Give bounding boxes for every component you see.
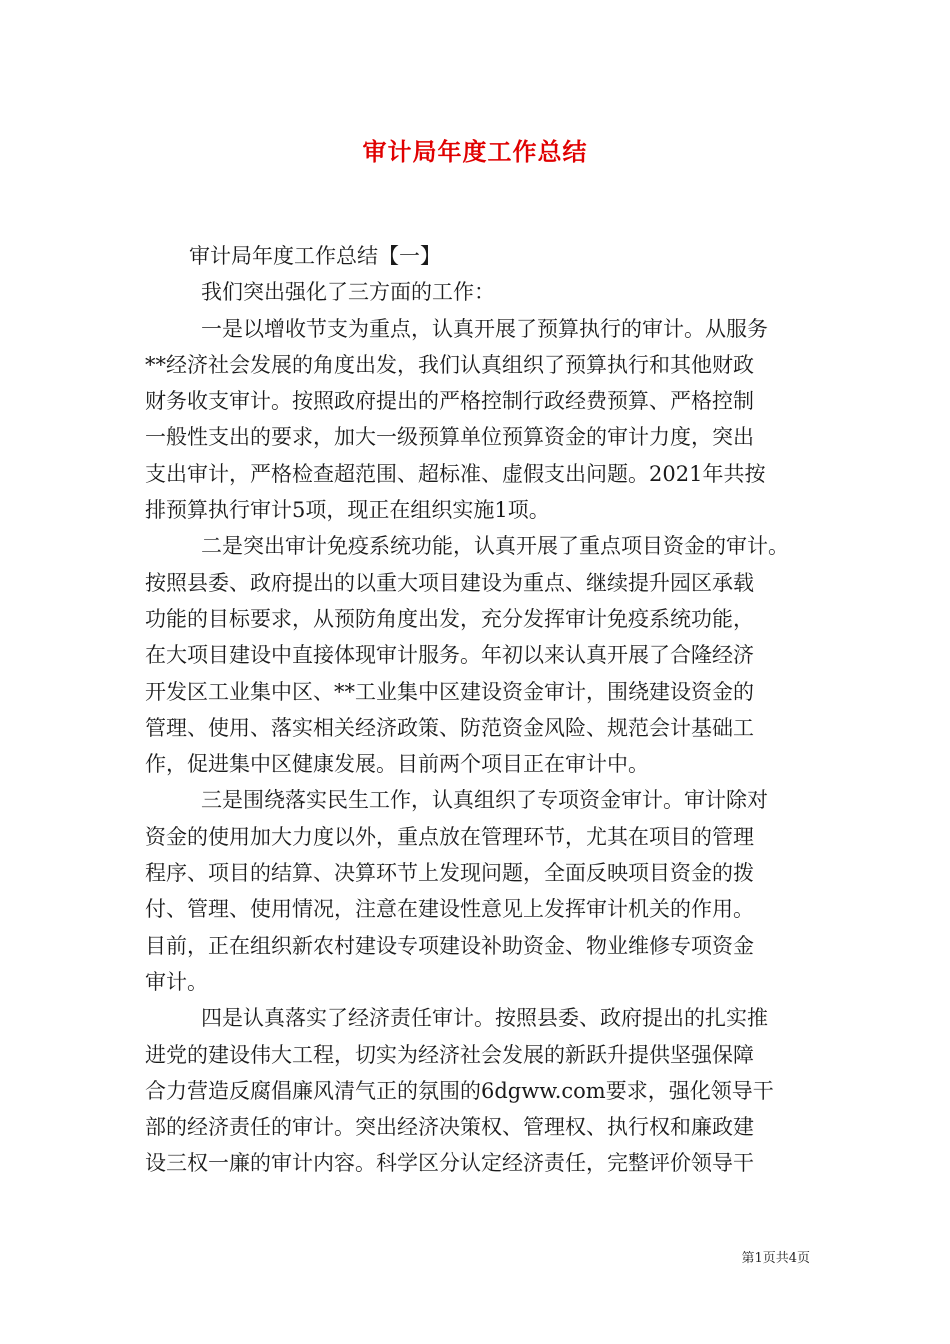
text-line: 三是围绕落实民生工作，认真组织了专项资金审计。审计除对 bbox=[201, 788, 768, 813]
text-line: 部的经济责任的审计。突出经济决策权、管理权、执行权和廉政建 bbox=[145, 1115, 754, 1140]
text-line: 排预算执行审计5项，现正在组织实施1项。 bbox=[145, 498, 550, 523]
text-line: 审计。 bbox=[145, 969, 208, 994]
text-line: 一般性支出的要求，加大一级预算单位预算资金的审计力度，突出 bbox=[145, 425, 754, 450]
text-line: 功能的目标要求，从预防角度出发，充分发挥审计免疫系统功能， bbox=[145, 606, 754, 631]
section-heading: 审计局年度工作总结【一】 bbox=[189, 244, 441, 268]
text-line: 支出审计，严格检查超范围、超标准、虚假支出问题。2021年共按 bbox=[145, 461, 766, 486]
text-line: 二是突出审计免疫系统功能，认真开展了重点项目资金的审计。 bbox=[201, 534, 789, 559]
text-line: 四是认真落实了经济责任审计。按照县委、政府提出的扎实推 bbox=[201, 1006, 768, 1031]
page-number: 第1页共4页 bbox=[741, 1251, 810, 1266]
text-line: **经济社会发展的角度出发，我们认真组织了预算执行和其他财政 bbox=[145, 352, 754, 377]
text-line: 付、管理、使用情况，注意在建设性意见上发挥审计机关的作用。 bbox=[145, 897, 754, 922]
text-line: 按照县委、政府提出的以重大项目建设为重点、继续提升园区承载 bbox=[145, 570, 754, 595]
text-line: 财务收支审计。按照政府提出的严格控制行政经费预算、严格控制 bbox=[145, 389, 754, 414]
text-line: 管理、使用、落实相关经济政策、防范资金风险、规范会计基础工 bbox=[145, 715, 754, 740]
text-line: 设三权一廉的审计内容。科学区分认定经济责任，完整评价领导干 bbox=[145, 1151, 754, 1176]
document-body bbox=[145, 238, 815, 1182]
text-line: 合力营造反腐倡廉风清气正的氛围的6dgww.com要求，强化领导干 bbox=[145, 1078, 774, 1103]
text-line: 资金的使用加大力度以外，重点放在管理环节，尤其在项目的管理 bbox=[145, 824, 754, 849]
text-line: 进党的建设伟大工程，切实为经济社会发展的新跃升提供坚强保障 bbox=[145, 1042, 754, 1067]
text-line: 作，促进集中区健康发展。目前两个项目正在审计中。 bbox=[145, 752, 649, 777]
text-line: 一是以增收节支为重点，认真开展了预算执行的审计。从服务 bbox=[201, 316, 768, 341]
text-line: 我们突出强化了三方面的工作： bbox=[201, 280, 495, 305]
text-line: 程序、项目的结算、决算环节上发现问题，全面反映项目资金的拨 bbox=[145, 861, 754, 886]
text-line: 目前，正在组织新农村建设专项建设补助资金、物业维修专项资金 bbox=[145, 933, 754, 958]
text-line: 在大项目建设中直接体现审计服务。年初以来认真开展了合隆经济 bbox=[145, 643, 754, 668]
text-line: 开发区工业集中区、**工业集中区建设资金审计，围绕建设资金的 bbox=[145, 679, 754, 704]
document-title: 审计局年度工作总结 bbox=[362, 137, 588, 166]
